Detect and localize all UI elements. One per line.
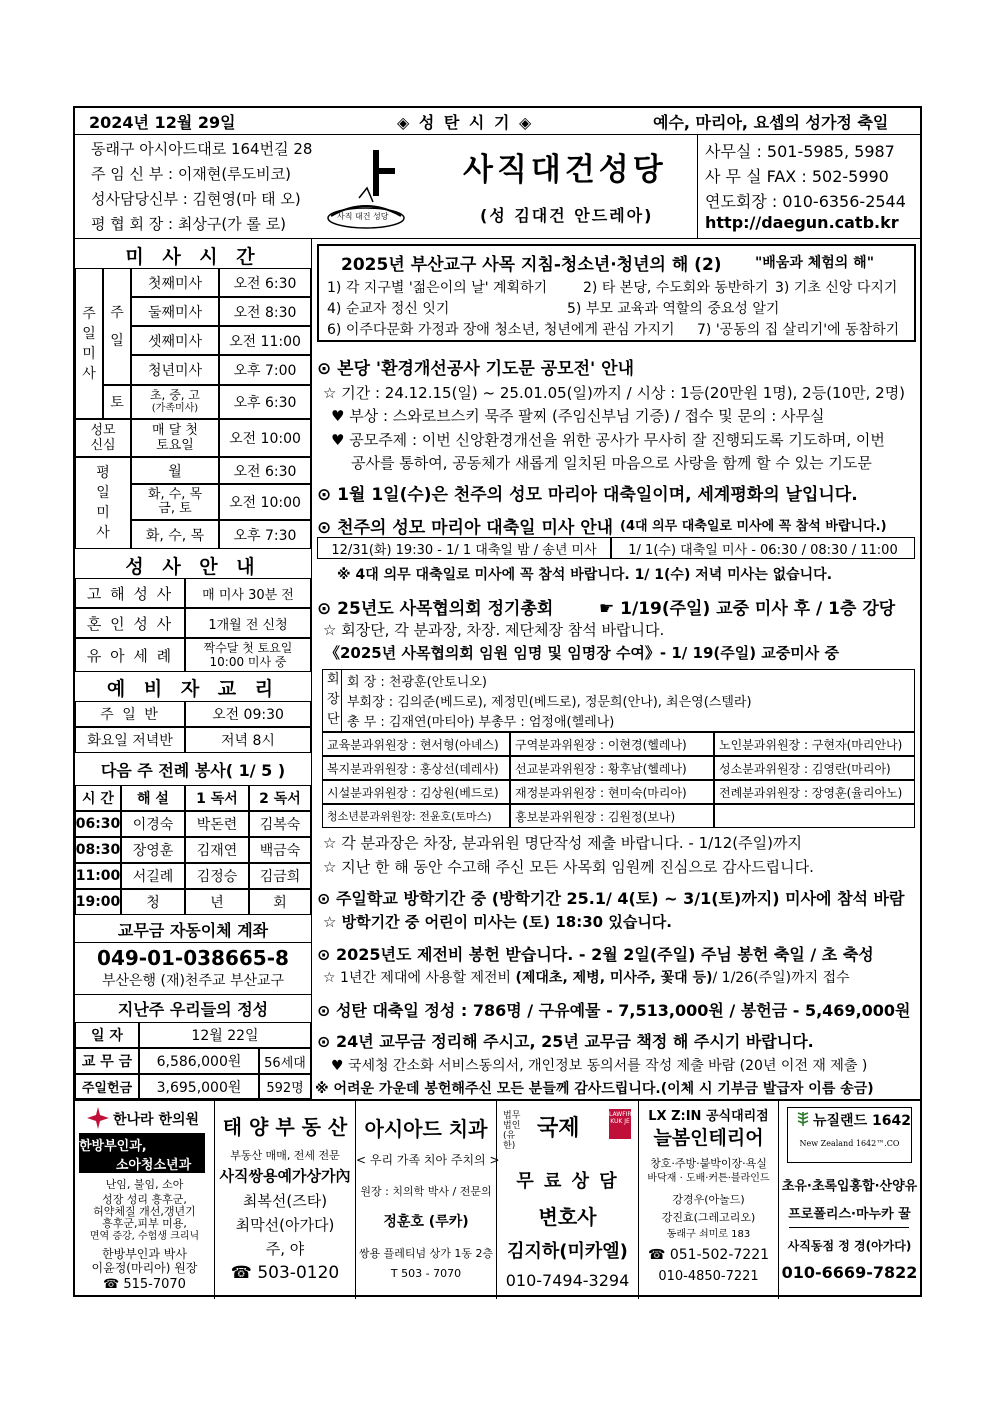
committee-cell: 성소분과위원장 : 김영란(마리아) <box>714 756 915 780</box>
notice-school-line: ☆ 방학기간 중 어린이 미사는 (토) 18:30 있습니다. <box>323 913 672 931</box>
ad-hanui-clinic[interactable] <box>75 1099 215 1299</box>
ad-clinic-line: 성장 성리 흥후군, <box>102 1193 187 1206</box>
church-name: 사직대건성당 <box>463 152 667 188</box>
mass-name: 청년미사 <box>131 355 219 385</box>
ad-dental-line: T 503 - 7070 <box>390 1267 462 1280</box>
ad-clinic-tel: ☎ 515-7070 <box>103 1277 186 1292</box>
notice-contest-line: ☆ 기간 : 24.12.15(일) ~ 25.01.05(일)까지 / 시상 : 1등(20만원 1명), 2등(10만, 2명) <box>323 384 906 402</box>
offering-extra: 56세대 <box>259 1048 311 1074</box>
sacrament-value: 1개월 전 신청 <box>185 608 311 638</box>
office-fax: 사 무 실 FAX : 502-5990 <box>705 167 889 186</box>
ad-clinic-name: 한나라 한의원 <box>113 1112 200 1128</box>
service-cell: 김재연 <box>185 837 249 863</box>
saturday-mass-sub: (가족미사) <box>151 403 199 414</box>
ad-nz-en: New Zealand 1642™.CO <box>799 1139 900 1148</box>
weekday-mass-time: 오전 6:30 <box>219 457 311 484</box>
service-cell: 장영훈 <box>121 837 185 863</box>
service-cell: 김복숙 <box>249 811 311 837</box>
service-header: 1 독서 <box>185 785 249 811</box>
mass-time: 오전 6:30 <box>219 268 311 297</box>
executive-label: 회장단 <box>327 672 340 727</box>
service-cell: 년 <box>185 889 249 915</box>
committee-cell: 교육분과위원장 : 현서형(아녜스) <box>322 732 510 756</box>
weekday-mass-time: 오전 10:00 <box>219 484 311 520</box>
notice-contest-title: ⊙ 본당 '환경개선공사 기도문 공모전' 안내 <box>317 359 634 379</box>
mass-time: 오후 7:00 <box>219 355 311 385</box>
ad-nz-line: 초유·초록입홍합·산양유 <box>781 1179 918 1194</box>
mass-name: 첫째미사 <box>131 268 219 297</box>
notice-school-title: ⊙ 주일학교 방학기간 중 (방학기간 25.1/ 4(토) ~ 3/1(토)까지) 미사에 참석 바람 <box>317 889 905 908</box>
ad-dental-name: 아시아드 치과 <box>364 1117 488 1141</box>
pastoral-item: 1) 각 지구별 '젊은이의 날' 계획하기 <box>327 280 548 296</box>
ad-realty-tel: ☎ 503-0120 <box>230 1263 340 1283</box>
ad-law-seal: LAWFIRM KUK JE <box>609 1111 637 1125</box>
notice-assembly-time: ☛ 1/19(주일) 교중 미사 후 / 1층 강당 <box>599 599 896 619</box>
weekday-mass-time: 오후 7:30 <box>219 520 311 549</box>
notice-assembly-line: ☆ 각 분과장은 차장, 분과위원 명단작성 제출 바랍니다. - 1/12(주일)까지 <box>323 834 802 852</box>
feast-title: 예수, 마리아, 요셉의 성가정 축일 <box>653 113 889 132</box>
ad-law-lawyer: 김지하(미카엘) <box>507 1241 628 1262</box>
committee-cell: 청소년분과위원장: 전윤호(토마스) <box>322 804 510 828</box>
pastor-name: 주 임 신 부 : 이재현(루도비코) <box>91 165 291 183</box>
service-cell: 김금희 <box>249 863 311 889</box>
notice-mary-mass-title: ⊙ 천주의 성모 마리아 대축일 미사 안내 <box>317 518 614 538</box>
account-number: 049-01-038665-8 <box>97 946 289 970</box>
service-cell: 이경숙 <box>121 811 185 837</box>
service-cell: 청 <box>121 889 185 915</box>
notice-christmas-offering: ⊙ 성탄 대축일 정성 : 786명 / 구유예물 - 7,513,000원 / 봉헌금 - 5,469,000원 <box>317 1001 911 1020</box>
committee-cell <box>714 804 915 828</box>
offering-extra: 592명 <box>259 1074 311 1099</box>
ad-dental-line: 원장 : 치의학 박사 / 전문의 <box>360 1185 492 1198</box>
ad-interior-line: 강경우(아놀드) <box>672 1193 745 1206</box>
sacrament-value: 짝수달 첫 토요일 10:00 미사 중 <box>185 638 311 672</box>
service-header: 시 간 <box>75 785 121 811</box>
church-patron: (성 김대건 안드레아) <box>480 206 654 225</box>
flower-icon <box>87 1107 109 1129</box>
ad-law-tel: 010-7494-3294 <box>505 1271 630 1290</box>
holy-mass-time: 오전 10:00 <box>219 419 311 457</box>
office-phone: 사무실 : 501-5985, 5987 <box>705 142 895 161</box>
notice-contest-line: 공사를 통하여, 공동체가 새롭게 일치된 마음으로 사랑을 함께 할 수 있는 기도문 <box>351 454 872 472</box>
bulletin-page <box>73 106 922 1297</box>
weekday-mass-name: 화, 수, 목 <box>131 520 219 549</box>
ad-neulbom-interior[interactable] <box>639 1099 779 1299</box>
catechism-value: 저녁 8시 <box>185 727 311 753</box>
notice-dues-line: ♥ 국세청 간소화 서비스동의서, 개인정보 동의서를 작성 제출 바람 (20년 이전 재 제출 ) <box>331 1058 868 1074</box>
ad-dental-sub: < 우리 가족 치아 주치의 > <box>356 1153 500 1167</box>
mary-vigil-mass: 12/31(화) 19:30 - 1/ 1 대축일 밤 / 송년 미사 <box>317 537 611 559</box>
committee-cell: 선교분과위원장 : 황후남(헬레나) <box>510 756 714 780</box>
pastoral-title: 2025년 부산교구 사목 지침-청소년·청년의 해 (2) <box>341 255 722 275</box>
ad-newzealand-1642[interactable] <box>779 1099 920 1299</box>
altar-line-c: / 1/26(주일)까지 접수 <box>712 970 850 986</box>
sacrament-name: 고 해 성 사 <box>75 578 185 608</box>
council-president: 평 협 회 장 : 최상구(가 롤 로) <box>91 215 287 233</box>
ad-realty-line: 최복선(즈타) <box>242 1192 328 1210</box>
executive-row: 부회장 : 김의준(베드로), 제정민(베드로), 정문희(안나), 최은영(스텔라) <box>347 695 752 710</box>
ad-taeyang-realty[interactable] <box>215 1099 356 1299</box>
pastoral-item: 7) '공동의 집 살리기'에 동참하기 <box>697 322 900 338</box>
catechism-name: 주 일 반 <box>75 701 185 727</box>
service-time: 19:00 <box>75 889 121 915</box>
offering-label: 교 무 금 <box>75 1048 139 1074</box>
service-header: 2 독서 <box>249 785 311 811</box>
catechism-value: 오전 09:30 <box>185 701 311 727</box>
assistant-priest: 성사담당신부 : 김현영(마 태 오) <box>91 190 301 208</box>
ad-realty-line: 최막선(아가다) <box>235 1216 335 1234</box>
ad-interior-line: 동래구 쇠미로 183 <box>666 1229 751 1240</box>
ad-clinic-line: 난임, 불임, 소아 <box>105 1178 184 1191</box>
mass-time: 오전 11:00 <box>219 326 311 355</box>
holy-mass-label: 성모신심 <box>75 419 131 457</box>
bulletin-date: 2024년 12월 29일 <box>89 113 236 132</box>
notice-mary-note: ※ 4대 의무 대축일로 미사에 꼭 참석 바랍니다. 1/ 1(수) 저녁 미사는 없습니다. <box>337 567 833 583</box>
mass-name: 둘째미사 <box>131 297 219 326</box>
account-bank: 부산은행 (재)천주교 부산교구 <box>101 973 285 989</box>
weekday-mass-name: 월 <box>131 457 219 484</box>
youth-phone: 연도회장 : 010-6356-2544 <box>705 192 906 211</box>
ad-nz-line: 프로폴리스·마누카 꿀 <box>788 1207 911 1222</box>
pastoral-item: 6) 이주다문화 가정과 장애 청소년, 청년에게 관심 가지기 <box>327 322 675 338</box>
ad-interior-tel: ☎ 051-502-7221 <box>647 1247 770 1263</box>
ad-nz-name: 뉴질랜드 1642 <box>813 1113 911 1129</box>
holy-mass-name: 매 달 첫 토요일 <box>131 419 219 457</box>
ad-realty-sub: 부동산 매매, 전세 전문 <box>230 1149 340 1162</box>
ad-clinic-tag: 소아청소년과 <box>115 1158 192 1173</box>
pastoral-subtitle: "배움과 체험의 해" <box>755 255 875 271</box>
sacrament-title: 성 사 안 내 <box>125 556 261 578</box>
weekday-mass-label: 평일미사 <box>75 457 131 549</box>
ad-asiad-dental[interactable] <box>356 1099 500 1299</box>
ad-clinic-line: 한방부인과 박사 <box>102 1247 187 1261</box>
ad-interior-line: LX Z:IN 공식대리점 <box>648 1109 769 1124</box>
ad-clinic-line: 면역 증강, 수험생 크리닉 <box>89 1231 200 1242</box>
notice-mary-feast: ⊙ 1월 1일(수)은 천주의 성모 마리아 대축일이며, 세계평화의 날입니다. <box>317 485 858 505</box>
notice-contest-line: ♥ 부상 : 스와로브스키 묵주 팔찌 (주임신부님 기증) / 접수 및 문의 : 사무실 <box>331 407 825 425</box>
committee-cell: 복지분과위원장 : 홍상선(데레사) <box>322 756 510 780</box>
ad-nz-tel: 010-6669-7822 <box>781 1263 918 1282</box>
mass-time: 오전 8:30 <box>219 297 311 326</box>
ad-law-line: 변호사 <box>538 1205 597 1229</box>
ad-interior-line: 강진효(그레고리오) <box>661 1211 756 1224</box>
church-address: 동래구 아시아드대로 164번길 28 <box>91 140 313 158</box>
sunday-label: 주일 <box>103 268 131 385</box>
ad-nz-line: 사직동점 정 경(아가다) <box>787 1239 912 1253</box>
committee-cell: 홍보분과위원장 : 김원정(보나) <box>510 804 714 828</box>
ad-realty-name: 태 양 부 동 산 <box>222 1115 348 1139</box>
website-link[interactable]: http://daegun.catb.kr <box>705 213 899 232</box>
sacrament-name: 유 아 세 례 <box>75 638 185 672</box>
executive-row: 총 무 : 김재연(마티아) 부총무 : 엄정애(헬레나) <box>347 715 615 730</box>
liturgical-season: ◈ 성 탄 시 기 ◈ <box>397 113 534 132</box>
service-time: 11:00 <box>75 863 121 889</box>
ad-clinic-line: 흥후군,피부 미용, <box>102 1217 187 1230</box>
service-time: 06:30 <box>75 811 121 837</box>
mass-times-title: 미 사 시 간 <box>125 246 261 268</box>
ad-interior-name: 늘봄인테리어 <box>653 1127 764 1149</box>
notice-mary-mass-sub: (4대 의무 대축일로 미사에 꼭 참석 바랍니다.) <box>620 519 887 534</box>
service-header: 해 설 <box>121 785 185 811</box>
offering-label: 주일헌금 <box>75 1074 139 1099</box>
saturday-label: 토 <box>103 385 131 419</box>
ad-law-line: 무 료 상 담 <box>516 1171 619 1192</box>
sacrament-name: 혼 인 성 사 <box>75 608 185 638</box>
ad-realty-line: 주, 야 <box>265 1240 305 1258</box>
pastoral-item: 4) 순교자 정신 잇기 <box>327 301 450 317</box>
service-cell: 박돈련 <box>185 811 249 837</box>
service-time: 08:30 <box>75 837 121 863</box>
notice-altar-line <box>323 967 850 987</box>
ad-law-name: 국제 <box>537 1116 580 1141</box>
account-title: 교무금 자동이체 계좌 <box>117 921 269 940</box>
catechism-name: 화요일 저녁반 <box>75 727 185 753</box>
logo-caption: 사직 대건 성당 <box>337 212 389 221</box>
notice-contest-line: ♥ 공모주제 : 이번 신앙환경개선을 위한 공사가 무사히 잘 진행되도록 기도하며, 이번 <box>331 431 885 449</box>
committee-cell: 노인분과위원장 : 구현자(마리안나) <box>714 732 915 756</box>
committee-cell: 시설분과위원장 : 김상원(베드로) <box>322 780 510 804</box>
mass-name: 셋째미사 <box>131 326 219 355</box>
service-cell: 백금숙 <box>249 837 311 863</box>
committee-cell: 전례분과위원장 : 장영훈(율리아노) <box>714 780 915 804</box>
sacrament-value: 매 미사 30분 전 <box>185 578 311 608</box>
service-title: 다음 주 전례 봉사( 1/ 5 ) <box>100 761 286 780</box>
service-cell: 김정승 <box>185 863 249 889</box>
ad-interior-line: 바닥재 · 도배·커튼·블라인드 <box>647 1173 770 1184</box>
executive-row: 회 장 : 천광훈(안토니오) <box>347 675 487 690</box>
notice-assembly-title: ⊙ 25년도 사목협의회 정기총회 <box>317 599 554 619</box>
offering-value: 12월 22일 <box>139 1022 311 1048</box>
altar-line-a: ☆ 1년간 제대에 사용할 제전비 <box>323 970 516 986</box>
fern-icon <box>795 1111 811 1127</box>
notice-altar-title: ⊙ 2025년도 제전비 봉헌 받습니다. - 2월 2일(주일) 주님 봉헌 축일 / 초 축성 <box>317 945 874 964</box>
saturday-mass-name <box>131 385 219 419</box>
offering-value: 6,586,000원 <box>139 1048 259 1074</box>
ad-dental-line: 쌍용 플레티넘 상가 1동 2층 <box>358 1247 494 1260</box>
notice-assembly-appointment: 《2025년 사목협의회 임원 임명 및 임명장 수여》- 1/ 19(주일) 교중미사 중 <box>325 644 839 662</box>
ad-law-corp: 법무법인(유한) <box>503 1111 521 1151</box>
committee-cell: 구역분과위원장 : 이현경(헬레나) <box>510 732 714 756</box>
ad-clinic-line: 이윤정(마리아) 원장 <box>91 1261 198 1275</box>
ad-gukje-law[interactable] <box>497 1099 639 1299</box>
service-cell: 회 <box>249 889 311 915</box>
ad-dental-doctor: 정훈호 (루카) <box>383 1214 469 1230</box>
mary-day-mass: 1/ 1(수) 대축일 미사 - 06:30 / 08:30 / 11:00 <box>611 537 915 559</box>
notice-assembly-line: ☆ 지난 한 해 동안 수고해 주신 모든 사목회 임원께 진심으로 감사드립니다. <box>323 858 814 876</box>
catechism-title: 예 비 자 교 리 <box>106 678 280 700</box>
pastoral-item: 3) 기초 신앙 다지기 <box>775 280 898 296</box>
pastoral-item: 2) 타 본당, 수도회와 동반하기 <box>583 280 769 296</box>
service-cell: 서길례 <box>121 863 185 889</box>
ad-interior-tel: 010-4850-7221 <box>658 1269 759 1284</box>
notice-assembly-line: ☆ 회장단, 각 분과장, 차장. 제단체장 참석 바랍니다. <box>323 621 665 639</box>
ad-realty-line: 사직쌍용예가상가內 <box>219 1167 351 1185</box>
notice-thanks: ※ 어려운 가운데 봉헌해주신 모든 분들께 감사드립니다.(이체 시 기부금 발급자 이름 송금) <box>315 1081 874 1097</box>
ad-clinic-tag: 한방부인과, <box>79 1139 147 1154</box>
ad-interior-line: 창호·주방·붙박이장·욕실 <box>650 1157 767 1170</box>
saturday-mass-time: 오후 6:30 <box>219 385 311 419</box>
notice-dues-title: ⊙ 24년 교무금 정리해 주시고, 25년 교무금 책정 해 주시기 바랍니다. <box>317 1032 814 1051</box>
ad-clinic-line: 허약체질 개선,갱년기 <box>93 1205 196 1218</box>
pastoral-item: 5) 부모 교육과 역할의 중요성 알기 <box>567 301 780 317</box>
committee-cell: 재정분과위원장 : 현미숙(마리아) <box>510 780 714 804</box>
offering-label: 일 자 <box>75 1022 139 1048</box>
offering-value: 3,695,000원 <box>139 1074 259 1099</box>
saturday-mass-title: 초, 중, 고 <box>149 388 201 402</box>
sunday-mass-label: 주일미사 <box>75 268 103 419</box>
weekday-mass-name: 화, 수, 목 금, 토 <box>131 484 219 520</box>
altar-line-b: (제대초, 제병, 미사주, 꽃대 등) <box>515 970 713 986</box>
offering-title: 지난주 우리들의 정성 <box>117 1000 269 1019</box>
